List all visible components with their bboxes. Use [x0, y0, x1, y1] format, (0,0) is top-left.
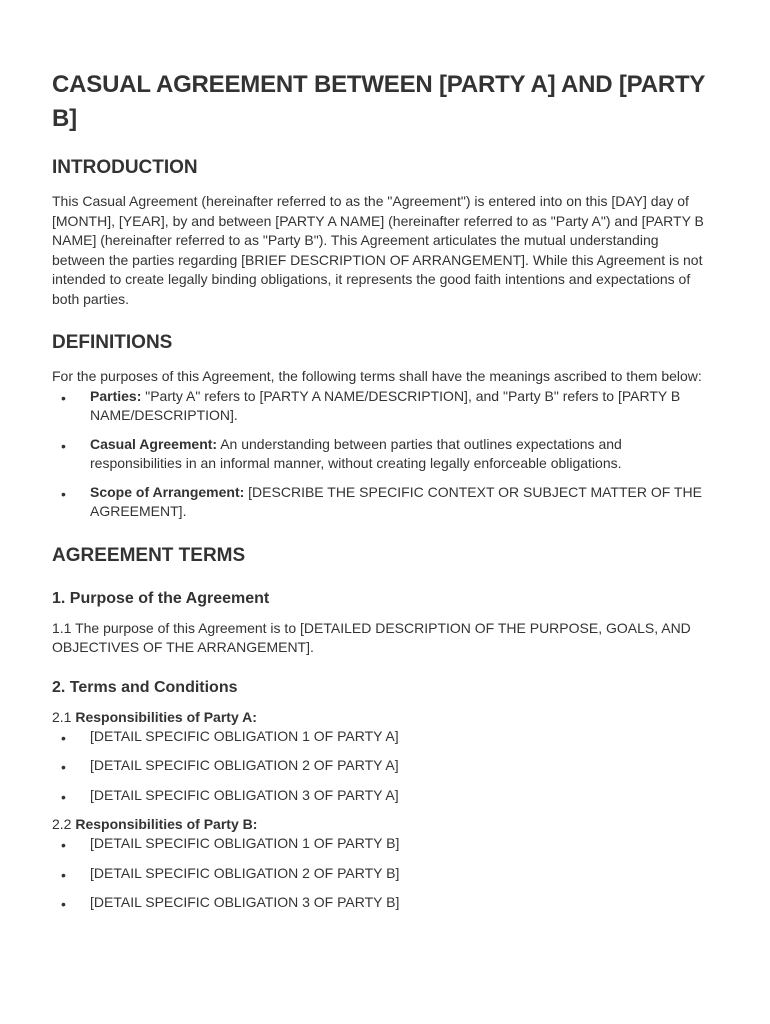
definition-term: Casual Agreement:	[90, 435, 218, 452]
document-title: CASUAL AGREEMENT BETWEEN [PARTY A] AND [PARTY B]	[52, 71, 705, 132]
definitions-intro: For the purposes of this Agreement, the following terms shall have the meanings ascribed to them below:	[52, 368, 702, 384]
party-a-responsibilities-heading	[52, 708, 710, 728]
definition-term: Parties:	[90, 387, 142, 404]
definition-item	[52, 483, 710, 522]
bullet-icon: •	[61, 837, 66, 854]
definitions-list	[52, 387, 710, 522]
bullet-icon: •	[61, 788, 66, 805]
introduction-heading: INTRODUCTION	[52, 157, 198, 178]
bullet-icon: •	[61, 895, 66, 912]
clause-label: Responsibilities of Party B:	[75, 815, 258, 832]
obligation-item	[52, 864, 710, 884]
definitions-section	[52, 331, 710, 522]
party-a-obligations-list	[52, 727, 710, 805]
definition-item	[52, 435, 710, 474]
obligation-item	[52, 893, 710, 913]
obligation-text: [DETAIL SPECIFIC OBLIGATION 3 OF PARTY A]	[90, 786, 399, 803]
obligation-text: [DETAIL SPECIFIC OBLIGATION 2 OF PARTY B]	[90, 864, 400, 881]
obligation-item	[52, 786, 710, 806]
bullet-icon: •	[61, 485, 66, 502]
terms-conditions-subsection	[52, 677, 710, 913]
obligation-text: [DETAIL SPECIFIC OBLIGATION 1 OF PARTY B]	[90, 835, 400, 852]
obligation-item	[52, 834, 710, 854]
definition-text: [DESCRIBE THE SPECIFIC CONTEXT OR SUBJECT MATTER OF THE AGREEMENT].	[90, 483, 702, 519]
terms-conditions-heading: 2. Terms and Conditions	[52, 678, 238, 696]
obligation-item	[52, 756, 710, 776]
definitions-heading: DEFINITIONS	[52, 332, 173, 353]
purpose-subsection	[52, 588, 710, 658]
purpose-paragraph: 1.1 The purpose of this Agreement is to [DETAILED DESCRIPTION OF THE PURPOSE, GOALS, AND OBJECTIVES OF THE ARRANGEMENT].	[52, 619, 691, 655]
clause-label: Responsibilities of Party A:	[75, 708, 257, 725]
clause-number: 2.2	[52, 815, 76, 832]
agreement-terms-heading: AGREEMENT TERMS	[52, 544, 246, 566]
obligation-text: [DETAIL SPECIFIC OBLIGATION 2 OF PARTY A]	[90, 757, 399, 774]
bullet-icon: •	[61, 759, 66, 776]
introduction-paragraph: This Casual Agreement (hereinafter referred to as the "Agreement") is entered into on this [DAY] day of [MONTH], [YEAR], by and between [PARTY A NAME] (hereinafter referred to as "Party A") and [PARTY B NAME] (hereinafter referred to as "Party B"). This Agreement articulates the mutual understanding between the parties regarding [BRIEF DESCRIPTION OF ARRANGEMENT]. While this Agreement is not intended to create legally binding obligations, it represents the good faith intentions and expectations of both parties.	[52, 193, 704, 307]
party-b-obligations-list	[52, 834, 710, 912]
introduction-section	[52, 156, 710, 309]
definition-text: "Party A" refers to [PARTY A NAME/DESCRIPTION], and "Party B" refers to [PARTY B NAME/DESCRIPTION].	[90, 387, 681, 423]
bullet-icon: •	[61, 866, 66, 883]
definition-text: An understanding between parties that outlines expectations and responsibilities in an informal manner, without creating legally enforceable obligations.	[90, 435, 622, 471]
obligation-text: [DETAIL SPECIFIC OBLIGATION 1 OF PARTY A]	[90, 728, 399, 744]
clause-number: 2.1	[52, 708, 76, 725]
definition-item	[52, 387, 710, 426]
obligation-item	[52, 727, 710, 747]
bullet-icon: •	[61, 437, 66, 454]
bullet-icon: •	[61, 730, 66, 746]
bullet-icon: •	[61, 389, 66, 406]
purpose-heading: 1. Purpose of the Agreement	[52, 589, 270, 607]
obligation-text: [DETAIL SPECIFIC OBLIGATION 3 OF PARTY B]	[90, 893, 400, 910]
definition-term: Scope of Arrangement:	[90, 483, 245, 500]
party-b-responsibilities-heading	[52, 815, 710, 835]
agreement-terms-section	[52, 544, 710, 913]
